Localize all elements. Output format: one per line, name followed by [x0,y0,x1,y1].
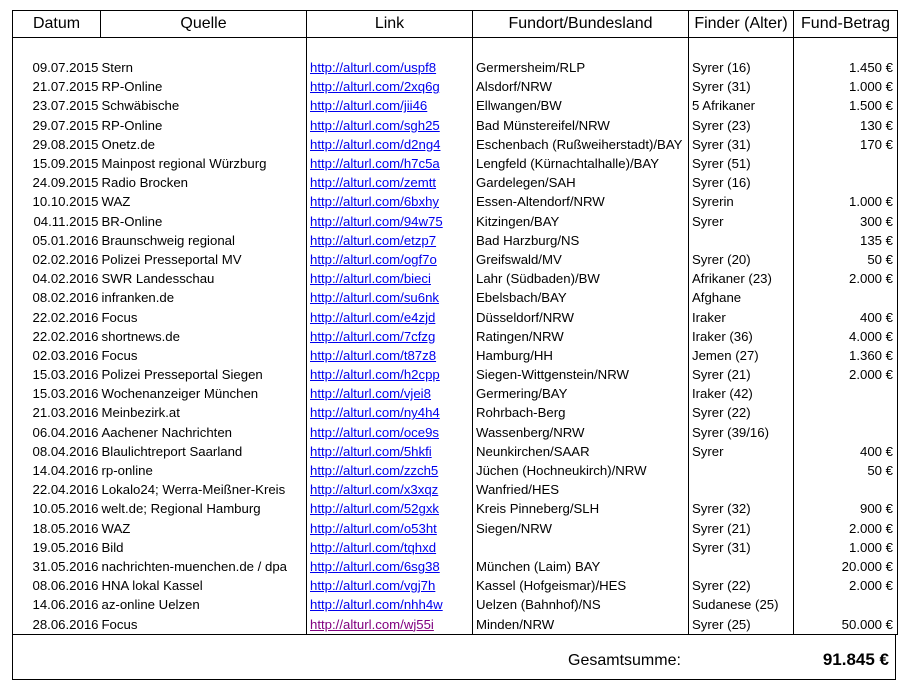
source-cell: Lokalo24; Werra-Meißner-Kreis [101,480,307,499]
amount-cell: 170 € [794,135,898,154]
total-value: 91.845 € [822,650,889,669]
link-cell [307,557,473,576]
source-cell: Polizei Presseportal Siegen [101,365,307,384]
source-cell: Schwäbische [101,96,307,115]
finder-cell: Syrer (16) [689,58,794,77]
finder-cell: Syrer (21) [689,365,794,384]
finder-cell: Syrer (31) [689,538,794,557]
amount-cell [794,154,898,173]
date-cell: 08.06.2016 [13,576,101,595]
location-cell [473,538,689,557]
finder-cell: Syrer [689,212,794,231]
amount-cell: 2.000 € [794,576,898,595]
source-link[interactable]: http://alturl.com/6bxhy [310,194,440,210]
link-cell [307,442,473,461]
date-cell: 19.05.2016 [13,538,101,557]
location-cell: Lengfeld (Kürnachtalhalle)/BAY [473,154,689,173]
location-cell: Düsseldorf/NRW [473,307,689,326]
amount-cell [794,288,898,307]
link-cell [307,250,473,269]
location-cell: Hamburg/HH [473,346,689,365]
finder-cell: Syrer (31) [689,135,794,154]
link-cell [307,403,473,422]
table-row [13,480,898,499]
table-row [13,173,898,192]
source-link[interactable]: http://alturl.com/7cfzg [310,328,436,344]
source-cell: Blaulichtreport Saarland [101,442,307,461]
source-cell: infranken.de [101,288,307,307]
location-cell: Germering/BAY [473,384,689,403]
source-cell: Mainpost regional Würzburg [101,154,307,173]
link-cell [307,231,473,250]
location-cell: Neunkirchen/SAAR [473,442,689,461]
finder-cell: 5 Afrikaner [689,96,794,115]
source-link[interactable]: http://alturl.com/vgj7h [310,578,436,594]
date-cell: 28.06.2016 [13,614,101,634]
table-row [13,346,898,365]
location-cell: Gardelegen/SAH [473,173,689,192]
link-cell [307,346,473,365]
location-cell: Minden/NRW [473,614,689,634]
link-cell [307,499,473,518]
link-cell [307,212,473,231]
header-finder: Finder (Alter) [689,11,794,38]
finder-cell: Syrer (31) [689,77,794,96]
finder-cell: Syrer (22) [689,403,794,422]
source-link[interactable]: http://alturl.com/su6nk [310,290,440,306]
link-cell [307,595,473,614]
header-datum: Datum [13,11,101,38]
table-row [13,212,898,231]
source-cell: welt.de; Regional Hamburg [101,499,307,518]
source-cell: Focus [101,614,307,634]
link-cell [307,327,473,346]
link-cell [307,173,473,192]
date-cell: 23.07.2015 [13,96,101,115]
source-link[interactable]: http://alturl.com/6sg38 [310,558,440,574]
amount-cell: 900 € [794,499,898,518]
amount-cell: 300 € [794,212,898,231]
finder-cell [689,231,794,250]
location-cell: Ebelsbach/BAY [473,288,689,307]
total-label: Gesamtsumme: [568,652,681,669]
finder-cell: Syrer (21) [689,519,794,538]
finder-cell: Syrer (39/16) [689,423,794,442]
source-link[interactable]: http://alturl.com/bieci [310,271,431,287]
date-cell: 10.05.2016 [13,499,101,518]
date-cell: 15.09.2015 [13,154,101,173]
source-link[interactable]: http://alturl.com/oce9s [310,424,440,440]
date-cell: 02.02.2016 [13,250,101,269]
source-cell: az-online Uelzen [101,595,307,614]
source-cell: RP-Online [101,116,307,135]
date-cell: 08.04.2016 [13,442,101,461]
spacer-row [13,38,898,59]
source-cell: Aachener Nachrichten [101,423,307,442]
table-row [13,423,898,442]
source-cell: Focus [101,307,307,326]
link-cell [307,135,473,154]
source-link[interactable]: http://alturl.com/h2cpp [310,367,440,383]
source-link[interactable]: http://alturl.com/94w75 [310,213,443,229]
source-link[interactable]: http://alturl.com/o53ht [310,520,437,536]
location-cell: Essen-Altendorf/NRW [473,192,689,211]
date-cell: 05.01.2016 [13,231,101,250]
source-link[interactable]: http://alturl.com/x3xqz [310,482,439,498]
table-row [13,77,898,96]
amount-cell: 50.000 € [794,614,898,634]
finder-cell: Iraker (42) [689,384,794,403]
finder-cell: Syrer (22) [689,576,794,595]
link-cell [307,58,473,77]
link-cell [307,538,473,557]
table-row [13,595,898,614]
amount-cell: 50 € [794,250,898,269]
finder-cell: Syrer (23) [689,116,794,135]
table-row [13,288,898,307]
link-cell [307,77,473,96]
amount-cell: 20.000 € [794,557,898,576]
location-cell: Wassenberg/NRW [473,423,689,442]
source-link[interactable]: http://alturl.com/nhh4w [310,597,443,613]
finder-cell: Iraker [689,307,794,326]
link-cell [307,154,473,173]
source-cell: shortnews.de [101,327,307,346]
date-cell: 18.05.2016 [13,519,101,538]
link-cell [307,365,473,384]
date-cell: 14.06.2016 [13,595,101,614]
source-link[interactable]: http://alturl.com/etzp7 [310,232,437,248]
date-cell: 15.03.2016 [13,384,101,403]
location-cell: Ellwangen/BW [473,96,689,115]
finder-cell [689,461,794,480]
date-cell: 22.02.2016 [13,327,101,346]
link-cell [307,288,473,307]
source-link[interactable]: http://alturl.com/d2ng4 [310,136,441,152]
link-cell [307,96,473,115]
date-cell: 21.07.2015 [13,77,101,96]
amount-cell [794,423,898,442]
location-cell: Siegen-Wittgenstein/NRW [473,365,689,384]
table-row [13,154,898,173]
table-row [13,327,898,346]
finder-cell: Syrer (51) [689,154,794,173]
source-cell: WAZ [101,192,307,211]
link-cell [307,480,473,499]
finder-cell: Jemen (27) [689,346,794,365]
location-cell: Rohrbach-Berg [473,403,689,422]
source-cell: Radio Brocken [101,173,307,192]
finder-cell: Sudanese (25) [689,595,794,614]
source-cell: Meinbezirk.at [101,403,307,422]
date-cell: 14.04.2016 [13,461,101,480]
source-link[interactable]: http://alturl.com/e4zjd [310,309,436,325]
table-row [13,519,898,538]
source-cell: Stern [101,58,307,77]
date-cell: 21.03.2016 [13,403,101,422]
location-cell: Wanfried/HES [473,480,689,499]
table-row [13,96,898,115]
location-cell: Alsdorf/NRW [473,77,689,96]
amount-cell: 1.360 € [794,346,898,365]
finder-cell: Iraker (36) [689,327,794,346]
finder-cell [689,557,794,576]
amount-cell [794,173,898,192]
amount-cell: 400 € [794,442,898,461]
source-cell: Focus [101,346,307,365]
date-cell: 31.05.2016 [13,557,101,576]
source-cell: Bild [101,538,307,557]
table-row [13,557,898,576]
source-link[interactable]: http://alturl.com/t87z8 [310,347,437,363]
location-cell: Bad Münstereifel/NRW [473,116,689,135]
amount-cell: 400 € [794,307,898,326]
amount-cell [794,384,898,403]
source-link[interactable]: http://alturl.com/ny4h4 [310,405,440,421]
findings-table [12,10,898,635]
amount-cell: 1.000 € [794,192,898,211]
table-row [13,250,898,269]
date-cell: 08.02.2016 [13,288,101,307]
table-row [13,269,898,288]
header-quelle: Quelle [101,11,307,38]
source-cell: rp-online [101,461,307,480]
source-cell: BR-Online [101,212,307,231]
link-cell [307,116,473,135]
amount-cell: 130 € [794,116,898,135]
source-link[interactable]: http://alturl.com/uspf8 [310,60,437,76]
source-link[interactable]: http://alturl.com/5hkfi [310,443,432,459]
source-cell: Polizei Presseportal MV [101,250,307,269]
date-cell: 04.02.2016 [13,269,101,288]
finder-cell: Afrikaner (23) [689,269,794,288]
location-cell: Jüchen (Hochneukirch)/NRW [473,461,689,480]
header-link: Link [307,11,473,38]
location-cell: Ratingen/NRW [473,327,689,346]
total-row [12,635,896,680]
table-row [13,192,898,211]
source-cell: HNA lokal Kassel [101,576,307,595]
amount-cell: 4.000 € [794,327,898,346]
source-link[interactable]: http://alturl.com/tqhxd [310,539,437,555]
source-link[interactable]: http://alturl.com/zemtt [310,175,437,191]
table-row [13,307,898,326]
amount-cell: 135 € [794,231,898,250]
finder-cell [689,480,794,499]
source-link[interactable]: http://alturl.com/wj55i [310,616,434,632]
location-cell: Siegen/NRW [473,519,689,538]
amount-cell [794,403,898,422]
location-cell: Lahr (Südbaden)/BW [473,269,689,288]
source-link[interactable]: http://alturl.com/jii46 [310,98,428,114]
location-cell: Germersheim/RLP [473,58,689,77]
header-betrag: Fund-Betrag [794,11,898,38]
link-cell [307,269,473,288]
amount-cell: 50 € [794,461,898,480]
amount-cell: 2.000 € [794,519,898,538]
link-cell [307,384,473,403]
link-cell [307,576,473,595]
link-cell [307,423,473,442]
date-cell: 22.04.2016 [13,480,101,499]
location-cell: Kitzingen/BAY [473,212,689,231]
amount-cell: 2.000 € [794,269,898,288]
table-row [13,365,898,384]
table-row [13,576,898,595]
source-link[interactable]: http://alturl.com/h7c5a [310,156,440,172]
amount-cell: 1.000 € [794,77,898,96]
table-row [13,135,898,154]
spreadsheet [12,10,897,680]
finder-cell: Syrer [689,442,794,461]
finder-cell: Syrer (25) [689,614,794,634]
date-cell: 10.10.2015 [13,192,101,211]
link-cell [307,461,473,480]
finder-cell: Syrerin [689,192,794,211]
source-link[interactable]: http://alturl.com/sgh25 [310,117,440,133]
source-cell: WAZ [101,519,307,538]
date-cell: 22.02.2016 [13,307,101,326]
location-cell: München (Laim) BAY [473,557,689,576]
table-row [13,403,898,422]
source-link[interactable]: http://alturl.com/vjei8 [310,386,431,402]
source-cell: SWR Landesschau [101,269,307,288]
amount-cell: 1.000 € [794,538,898,557]
table-row [13,614,898,634]
finder-cell: Syrer (20) [689,250,794,269]
source-cell: Braunschweig regional [101,231,307,250]
source-cell: RP-Online [101,77,307,96]
table-row [13,442,898,461]
date-cell: 15.03.2016 [13,365,101,384]
date-cell: 09.07.2015 [13,58,101,77]
location-cell: Uelzen (Bahnhof)/NS [473,595,689,614]
table-row [13,499,898,518]
amount-cell: 1.450 € [794,58,898,77]
source-cell: Wochenanzeiger München [101,384,307,403]
amount-cell [794,595,898,614]
date-cell: 02.03.2016 [13,346,101,365]
source-link[interactable]: http://alturl.com/2xq6g [310,79,440,95]
source-link[interactable]: http://alturl.com/zzch5 [310,463,439,479]
location-cell: Eschenbach (Rußweiherstadt)/BAY [473,135,689,154]
link-cell [307,192,473,211]
date-cell: 04.11.2015 [13,212,101,231]
table-row [13,538,898,557]
location-cell: Greifswald/MV [473,250,689,269]
link-cell [307,519,473,538]
amount-cell [794,480,898,499]
source-link[interactable]: http://alturl.com/ogf7o [310,251,437,267]
date-cell: 06.04.2016 [13,423,101,442]
amount-cell: 2.000 € [794,365,898,384]
location-cell: Kreis Pinneberg/SLH [473,499,689,518]
date-cell: 29.07.2015 [13,116,101,135]
header-fundort: Fundort/Bundesland [473,11,689,38]
date-cell: 24.09.2015 [13,173,101,192]
source-cell: Onetz.de [101,135,307,154]
table-row [13,384,898,403]
source-cell: nachrichten-muenchen.de / dpa [101,557,307,576]
header-row [13,11,898,38]
date-cell: 29.08.2015 [13,135,101,154]
link-cell [307,614,473,634]
source-link[interactable]: http://alturl.com/52gxk [310,501,440,517]
location-cell: Kassel (Hofgeismar)/HES [473,576,689,595]
finder-cell: Syrer (32) [689,499,794,518]
finder-cell: Syrer (16) [689,173,794,192]
table-row [13,231,898,250]
table-row [13,461,898,480]
location-cell: Bad Harzburg/NS [473,231,689,250]
amount-cell: 1.500 € [794,96,898,115]
link-cell [307,307,473,326]
table-row [13,116,898,135]
table-row [13,58,898,77]
finder-cell: Afghane [689,288,794,307]
